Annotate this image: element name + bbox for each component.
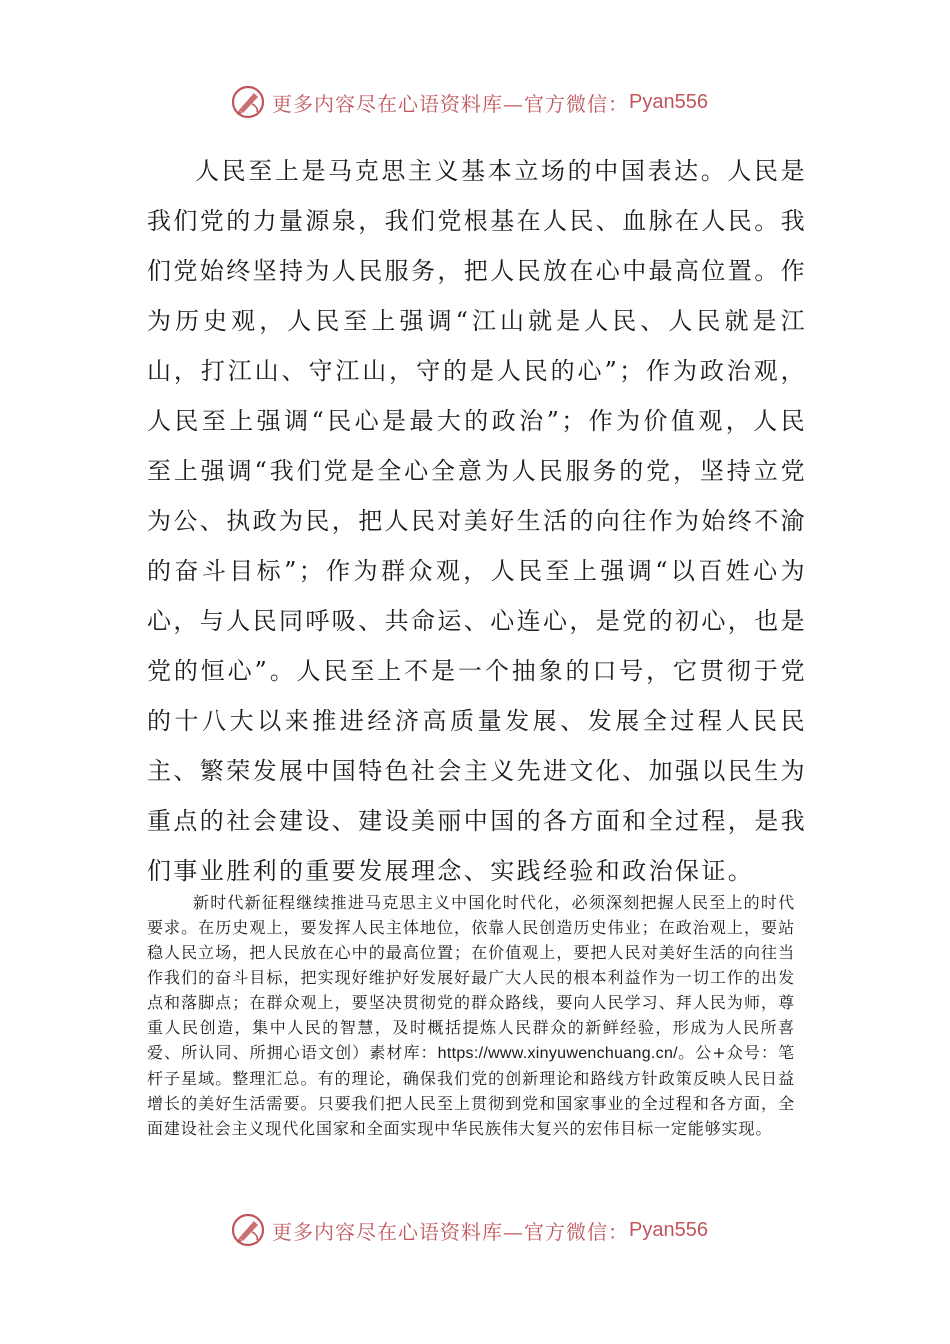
source-url: https://www.xinyuwenchuang.cn/ — [437, 1045, 678, 1062]
footer-banner — [230, 1208, 750, 1252]
main-paragraph: 人民至上是马克思主义基本立场的中国表达。人民是我们党的力量源泉，我们党根基在人民、血脉在人民。我们党始终坚持为人民服务，把人民放在心中最高位置。作为历史观，人民至上强调“江山就是人民、人民就是江山，打江山、守江山，守的是人民的心”；作为政治观，人民至上强调“民心是最大的政治”；作为价值观，人民至上强调“我们党是全心全意为人民服务的党，坚持立党为公、执政为民，把人民对美好生活的向往作为始终不渝的奋斗目标”；作为群众观，人民至上强调“以百姓心为心，与人民同呼吸、共命运、心连心，是党的初心，也是党的恒心”。人民至上不是一个抽象的口号，它贯彻于党的十八大以来推进经济高质量发展、发展全过程人民民主、繁荣发展中国特色社会主义先进文化、加强以民生为重点的社会建设、建设美丽中国的各方面和全过程，是我们事业胜利的重要发展理念、实践经验和政治保证。 — [147, 157, 807, 885]
footer-banner-text: 更多内容尽在心语资料库—官方微信： — [272, 1219, 629, 1244]
secondary-paragraph — [147, 890, 795, 1141]
header-banner — [230, 80, 750, 124]
pen-logo-icon — [230, 1212, 266, 1248]
header-wechat-account: Pyan556 — [629, 90, 708, 113]
header-banner-text: 更多内容尽在心语资料库—官方微信： — [272, 91, 629, 116]
secondary-paragraph-part2: 。公+众号：笔杆子星域。整理汇总。有的理论，确保我们党的创新理论和路线方针政策反映人民日益增长的美好生活需要。只要我们把人民至上贯彻到党和国家事业的全过程和各方面，全面建设社会主义现代化国家和全面实现中华民族伟大复兴的宏伟目标一定能够实现。 — [147, 1043, 795, 1138]
footer-wechat-account: Pyan556 — [629, 1218, 708, 1241]
secondary-paragraph-part1: 新时代新征程继续推进马克思主义中国化时代化，必须深刻把握人民至上的时代要求。在历史观上，要发挥人民主体地位，依靠人民创造历史伟业；在政治观上，要站稳人民立场，把人民放在心中的最高位置；在价值观上，要把人民对美好生活的向往当作我们的奋斗目标，把实现好维护好发展好最广大人民的根本利益作为一切工作的出发点和落脚点；在群众观上，要坚决贯彻党的群众路线，要向人民学习、拜人民为师，尊重人民创造，集中人民的智慧，及时概括提炼人民群众的新鲜经验，形成为人民所喜爱、所认同、所拥心语文创）素材库： — [147, 893, 795, 1062]
pen-logo-icon — [230, 84, 266, 120]
